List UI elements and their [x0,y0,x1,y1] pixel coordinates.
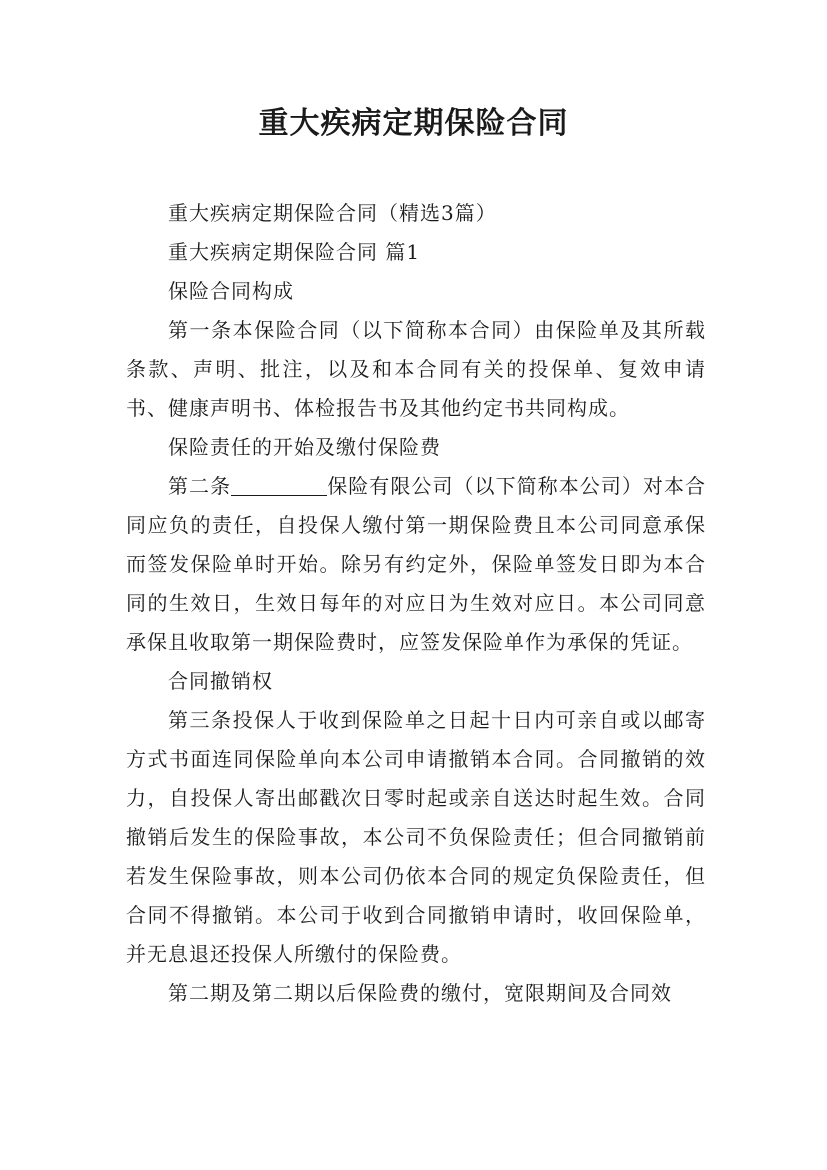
heading-cancellation-right: 合同撤销权 [168,669,273,693]
fill-in-blank [231,475,327,496]
article-3-paragraph: 第三条投保人于收到保险单之日起十日内可亲自或以邮寄方式书面连同保险单向本公司申请撤销本合同。合同撤销的效力，自投保人寄出邮戳次日零时起或亲自送达时起生效。合同撤销后发生的保险事故，本公司不负保险责任；但合同撤销前若发生保险事故，则本公司仍依本合同的规定负保险责任，但合同不得撤销。本公司于收到合同撤销申请时，收回保险单，并无息退还投保人所缴付的保险费。 [126,708,706,966]
document-title: 重大疾病定期保险合同 [258,106,569,141]
heading-premium-payment: 第二期及第二期以后保险费的缴付，宽限期间及合同效 [168,981,672,1005]
article-2-paragraph [126,467,706,662]
section-heading: 重大疾病定期保险合同 篇1 [168,240,421,264]
heading-contract-composition: 保险合同构成 [168,279,294,303]
article-2-text: 保险有限公司（以下简称本公司）对本合同应负的责任，自投保人缴付第一期保险费且本公司同意承保而签发保险单时开始。除另有约定外，保险单签发日即为本合同的生效日，生效日每年的对应日为生效对应日。本公司同意承保且收取第一期保险费时，应签发保险单作为承保的凭证。 [126,474,707,654]
document-body [126,194,706,1013]
subtitle-paragraph: 重大疾病定期保险合同（精选3篇） [168,201,497,225]
article-1-paragraph: 第一条本保险合同（以下简称本合同）由保险单及其所载条款、声明、批注，以及和本合同有关的投保单、复效申请书、健康声明书、体检报告书及其他约定书共同构成。 [126,318,706,420]
heading-liability-start: 保险责任的开始及缴付保险费 [168,435,441,459]
article-2-prefix: 第二条 [168,474,232,498]
